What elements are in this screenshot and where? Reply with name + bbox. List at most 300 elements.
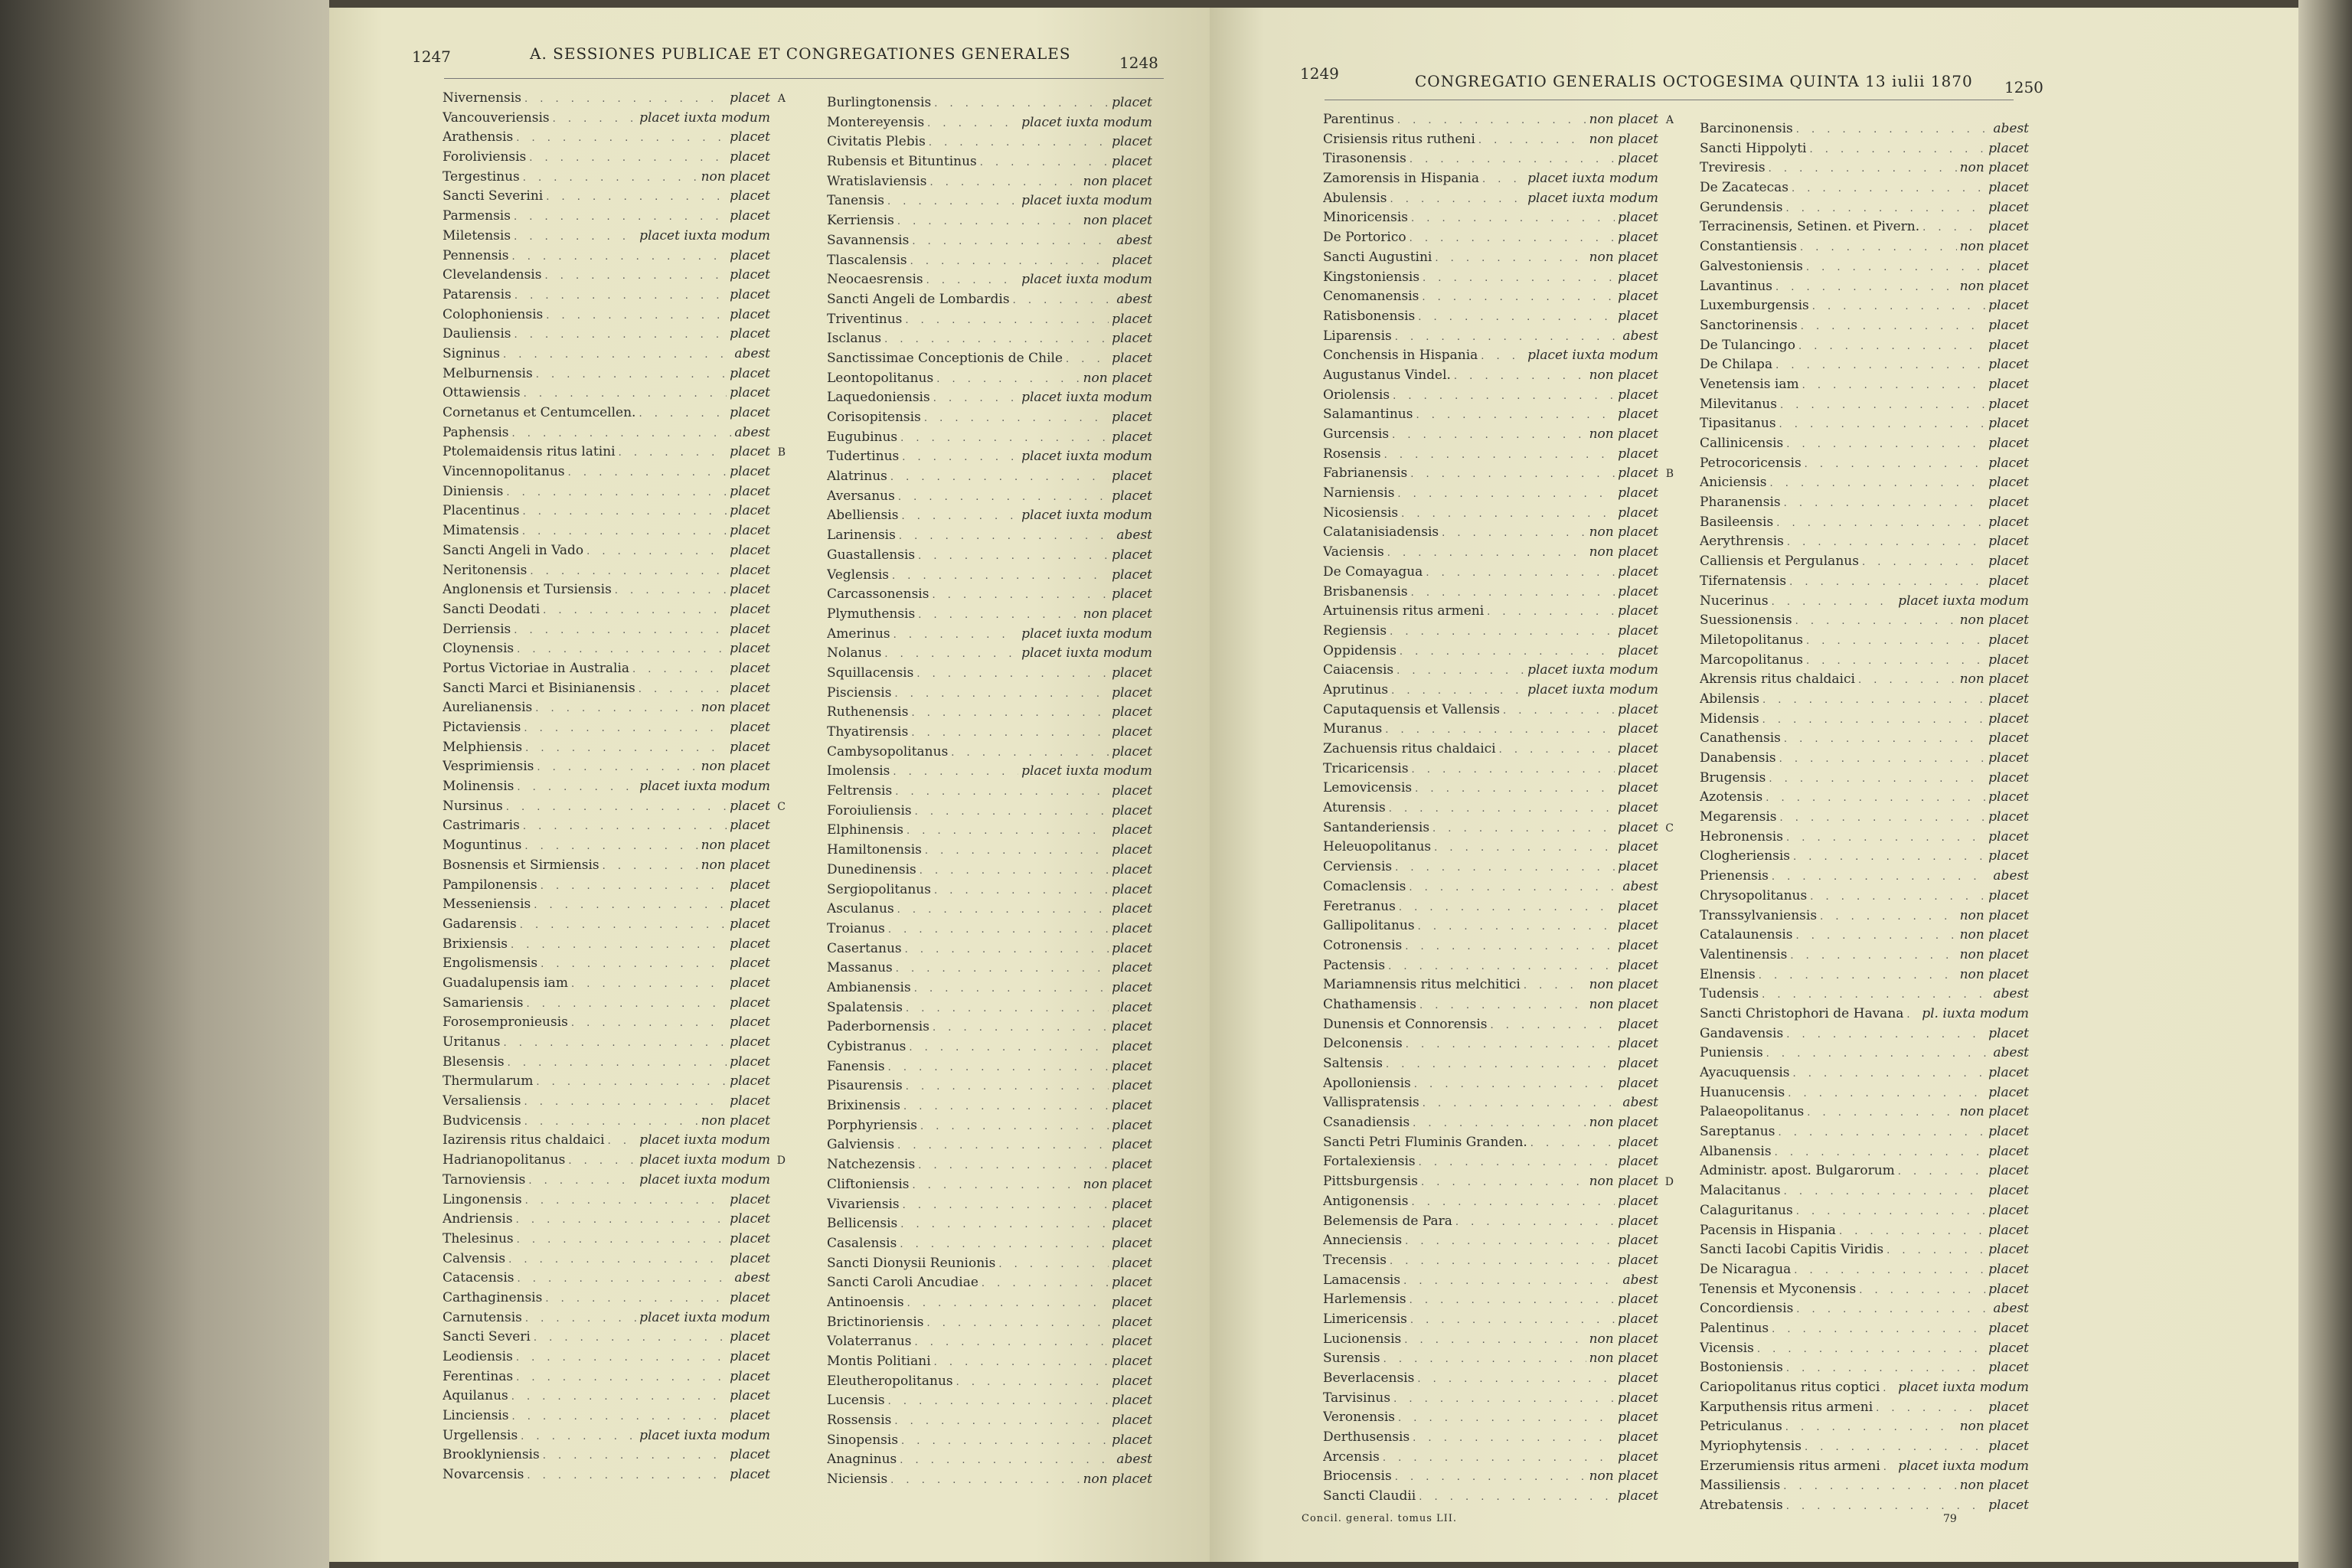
diocese-name: Larinensis bbox=[827, 528, 896, 544]
list-item bbox=[827, 1313, 1168, 1333]
dot-leader bbox=[1416, 406, 1615, 425]
list-item bbox=[827, 1234, 1168, 1254]
diocese-name: Basileensis bbox=[1700, 514, 1774, 530]
dot-leader bbox=[1795, 926, 1956, 946]
dot-leader bbox=[906, 1077, 1109, 1096]
diocese-name: Laquedoniensis bbox=[827, 390, 930, 406]
list-item bbox=[443, 1446, 786, 1465]
dot-leader bbox=[890, 468, 1109, 487]
vote: placet bbox=[1618, 269, 1658, 285]
dot-leader bbox=[632, 660, 727, 679]
vote: non placet bbox=[1083, 606, 1152, 622]
list-item bbox=[827, 1391, 1168, 1411]
list-item bbox=[443, 659, 786, 679]
dot-leader bbox=[536, 1073, 727, 1092]
vote: placet bbox=[1618, 898, 1658, 914]
diocese-name: Gandavensis bbox=[1700, 1025, 1784, 1041]
dot-leader bbox=[884, 330, 1109, 349]
diocese-name: Cloynensis bbox=[443, 641, 514, 657]
dot-leader bbox=[571, 975, 727, 994]
diocese-name: Rossensis bbox=[827, 1413, 892, 1429]
list-item bbox=[1700, 611, 2044, 631]
dot-leader bbox=[543, 1446, 727, 1465]
list-item bbox=[827, 172, 1168, 192]
vote: placet iuxta modum bbox=[1021, 390, 1152, 406]
vote: placet bbox=[1988, 1360, 2029, 1376]
list-item bbox=[827, 1096, 1168, 1116]
vote: non placet bbox=[1589, 131, 1658, 147]
dot-leader bbox=[905, 940, 1109, 959]
diocese-name: Asculanus bbox=[827, 901, 894, 917]
diocese-name: Pisciensis bbox=[827, 684, 892, 701]
margin-letter: A bbox=[1665, 114, 1674, 126]
diocese-name: Mariamnensis ritus melchitici bbox=[1323, 977, 1521, 993]
diocese-name: Caiacensis bbox=[1323, 662, 1394, 678]
list-item bbox=[1323, 642, 1674, 662]
diocese-name: Marcopolitanus bbox=[1700, 652, 1804, 668]
margin-letter: B bbox=[777, 446, 786, 459]
diocese-name: Sancti Christophori de Havana bbox=[1700, 1005, 1904, 1021]
diocese-name: Plymuthensis bbox=[827, 606, 916, 622]
vote: placet bbox=[1618, 1075, 1658, 1091]
diocese-name: Nursinus bbox=[443, 798, 503, 814]
dot-leader bbox=[1806, 652, 1985, 671]
dot-leader bbox=[1806, 258, 1985, 277]
diocese-name: Uritanus bbox=[443, 1034, 501, 1050]
vote: non placet bbox=[1959, 1478, 2029, 1494]
vote: placet bbox=[1988, 1222, 2029, 1238]
dot-leader bbox=[933, 1018, 1109, 1037]
vote: placet iuxta modum bbox=[1021, 193, 1152, 209]
diocese-name: Diniensis bbox=[443, 483, 504, 499]
diocese-name: De Zacatecas bbox=[1700, 180, 1788, 196]
vote: placet bbox=[1988, 357, 2029, 373]
dot-leader bbox=[514, 207, 727, 227]
list-item bbox=[827, 821, 1168, 841]
list-item bbox=[1700, 277, 2044, 297]
diocese-name: Vicensis bbox=[1700, 1340, 1754, 1356]
list-item bbox=[1700, 355, 2044, 375]
diocese-name: Carcassonensis bbox=[827, 586, 929, 603]
vote: placet bbox=[1988, 317, 2029, 333]
list-item bbox=[1700, 808, 2044, 828]
list-item bbox=[443, 816, 786, 836]
vote: placet bbox=[1988, 376, 2029, 392]
list-item bbox=[1323, 622, 1674, 642]
vote: placet bbox=[1112, 881, 1152, 897]
dot-leader bbox=[1423, 269, 1615, 288]
dot-leader bbox=[511, 936, 727, 955]
diocese-name: Clogheriensis bbox=[1700, 848, 1791, 864]
diocese-name: Sancti Angeli de Lombardis bbox=[827, 291, 1010, 307]
vote: placet iuxta modum bbox=[1527, 681, 1658, 697]
dot-leader bbox=[933, 389, 1018, 408]
vote: placet bbox=[730, 660, 770, 676]
list-item bbox=[1323, 779, 1674, 799]
list-item bbox=[827, 467, 1168, 487]
list-item bbox=[1323, 386, 1674, 406]
diocese-name: Santanderiensis bbox=[1323, 819, 1430, 835]
diocese-name: Ferentinas bbox=[443, 1368, 514, 1384]
dot-leader bbox=[1788, 1084, 1985, 1103]
dot-leader bbox=[1762, 691, 1985, 710]
vote: placet bbox=[730, 877, 770, 893]
vote: placet bbox=[1618, 485, 1658, 501]
list-item bbox=[1700, 1044, 2044, 1063]
diocese-name: Nicosiensis bbox=[1323, 505, 1399, 521]
list-item bbox=[827, 1411, 1168, 1431]
list-item bbox=[1700, 158, 2044, 178]
list-item bbox=[1700, 1142, 2044, 1162]
diocese-name: Paphensis bbox=[443, 424, 509, 440]
list-item bbox=[1323, 1251, 1674, 1271]
dot-leader bbox=[503, 345, 731, 364]
vote: placet bbox=[1618, 1056, 1658, 1071]
dot-leader bbox=[901, 1432, 1109, 1451]
diocese-name: Terracinensis, Setinen. et Pivern. bbox=[1700, 219, 1920, 235]
list-item bbox=[443, 168, 786, 188]
diocese-name: Pictaviensis bbox=[443, 720, 521, 735]
list-item bbox=[443, 1289, 786, 1308]
list-item bbox=[827, 251, 1168, 271]
vote: placet bbox=[1988, 750, 2029, 766]
dot-leader bbox=[1384, 446, 1615, 465]
list-item bbox=[827, 506, 1168, 526]
list-item bbox=[827, 388, 1168, 408]
vote: placet bbox=[730, 562, 770, 578]
signature-number: 79 bbox=[1943, 1513, 1957, 1525]
folio-1250: 1250 bbox=[2004, 78, 2043, 96]
dot-leader bbox=[903, 1196, 1109, 1215]
vote: abest bbox=[1993, 121, 2029, 136]
dot-leader bbox=[900, 1235, 1109, 1254]
vote: placet bbox=[1988, 1025, 2029, 1041]
dot-leader bbox=[522, 502, 727, 521]
list-item bbox=[443, 698, 786, 718]
dot-leader bbox=[906, 999, 1109, 1018]
diocese-name: Sancti Iacobi Capitis Viridis bbox=[1700, 1242, 1884, 1258]
diocese-name: Tenensis et Myconensis bbox=[1700, 1281, 1857, 1297]
list-item bbox=[1323, 661, 1674, 681]
dot-leader bbox=[1794, 1261, 1985, 1280]
list-item bbox=[827, 1332, 1168, 1352]
dot-leader bbox=[1503, 701, 1615, 720]
vote: placet iuxta modum bbox=[639, 1309, 770, 1325]
diocese-name: Dunedinensis bbox=[827, 861, 916, 877]
dot-leader bbox=[897, 900, 1109, 920]
vote: placet bbox=[1618, 800, 1658, 816]
vote: placet bbox=[1112, 1334, 1152, 1350]
vote: placet iuxta modum bbox=[1898, 593, 2029, 609]
list-item bbox=[1323, 701, 1674, 720]
dot-leader bbox=[1386, 1055, 1615, 1074]
list-item bbox=[827, 802, 1168, 822]
vote: placet bbox=[730, 1034, 770, 1050]
list-item bbox=[1700, 1378, 2044, 1398]
list-item bbox=[1323, 936, 1674, 956]
vote: placet bbox=[1988, 652, 2029, 668]
diocese-name: Brixinensis bbox=[827, 1098, 900, 1114]
vote: placet iuxta modum bbox=[639, 109, 770, 126]
dot-leader bbox=[543, 601, 727, 620]
dot-leader bbox=[896, 959, 1109, 978]
vote: placet bbox=[1988, 199, 2029, 215]
diocese-name: Gallipolitanus bbox=[1323, 918, 1415, 934]
list-item bbox=[443, 600, 786, 620]
diocese-name: Chrysopolitanus bbox=[1700, 887, 1808, 903]
list-item bbox=[443, 895, 786, 915]
diocese-name: De Tulancingo bbox=[1700, 337, 1795, 353]
list-item bbox=[827, 1273, 1168, 1293]
list-item bbox=[1700, 1063, 2044, 1083]
diocese-name: Briocensis bbox=[1323, 1468, 1392, 1485]
list-item bbox=[1323, 681, 1674, 701]
list-item bbox=[827, 1254, 1168, 1274]
dot-leader bbox=[1796, 1202, 1985, 1221]
list-item bbox=[1323, 858, 1674, 877]
list-item bbox=[443, 423, 786, 443]
diocese-name: Puniensis bbox=[1700, 1045, 1763, 1061]
list-item bbox=[1700, 178, 2044, 198]
diocese-name: Signinus bbox=[443, 345, 500, 361]
vote: placet bbox=[730, 739, 770, 755]
vote: placet bbox=[730, 365, 770, 381]
list-item bbox=[827, 1352, 1168, 1372]
diocese-name: Sancti Augustini bbox=[1323, 249, 1432, 265]
list-item bbox=[1323, 1133, 1674, 1153]
diocese-name: Elphinensis bbox=[827, 822, 903, 838]
list-item bbox=[1323, 602, 1674, 622]
list-item bbox=[443, 580, 786, 600]
list-item bbox=[1700, 788, 2044, 808]
list-item bbox=[443, 384, 786, 403]
list-item bbox=[443, 738, 786, 758]
dot-leader bbox=[1786, 828, 1985, 848]
diocese-name: Vivariensis bbox=[827, 1196, 900, 1212]
list-item bbox=[1323, 287, 1674, 307]
vote: placet iuxta modum bbox=[1527, 171, 1658, 187]
diocese-name: Sancti Hippolyti bbox=[1700, 140, 1807, 156]
dot-leader bbox=[1397, 485, 1615, 504]
diocese-name: Fanensis bbox=[827, 1058, 885, 1074]
list-item bbox=[1323, 1074, 1674, 1094]
dot-leader bbox=[503, 1034, 727, 1053]
dot-leader bbox=[508, 1250, 727, 1269]
vote: placet bbox=[1112, 1294, 1152, 1310]
list-item bbox=[1700, 867, 2044, 887]
dot-leader bbox=[1780, 396, 1985, 415]
list-item bbox=[443, 1406, 786, 1426]
list-item bbox=[827, 132, 1168, 152]
dot-leader bbox=[1757, 1340, 1985, 1359]
vote: placet bbox=[1618, 721, 1658, 737]
list-item bbox=[443, 325, 786, 345]
vote: placet bbox=[730, 306, 770, 322]
list-item bbox=[1700, 434, 2044, 454]
diocese-name: Valentinensis bbox=[1700, 946, 1788, 962]
list-item bbox=[443, 1348, 786, 1367]
diocese-name: Csanadiensis bbox=[1323, 1115, 1410, 1131]
diocese-name: Andriensis bbox=[443, 1211, 513, 1227]
dot-leader bbox=[517, 778, 636, 797]
list-item bbox=[443, 954, 786, 974]
dot-leader bbox=[888, 1058, 1109, 1077]
dot-leader bbox=[506, 483, 727, 502]
dot-leader bbox=[1396, 662, 1524, 681]
diocese-name: Petriculanus bbox=[1700, 1419, 1782, 1435]
diocese-name: Kerriensis bbox=[827, 213, 894, 229]
vote: placet bbox=[730, 956, 770, 972]
list-item bbox=[1700, 237, 2044, 257]
dot-leader bbox=[1876, 1399, 1985, 1418]
dot-leader bbox=[608, 1132, 636, 1151]
vote: placet bbox=[1618, 642, 1658, 658]
vote: placet bbox=[1112, 940, 1152, 956]
dot-leader bbox=[524, 1112, 698, 1132]
diocese-name: Aniciensis bbox=[1700, 475, 1767, 491]
list-item bbox=[1700, 1437, 2044, 1457]
list-item bbox=[1700, 375, 2044, 395]
dot-leader bbox=[514, 621, 727, 640]
vote: placet bbox=[1112, 1235, 1152, 1251]
dot-leader bbox=[1410, 229, 1615, 248]
diocese-name: Sareptanus bbox=[1700, 1124, 1775, 1140]
page-stack-left bbox=[0, 0, 329, 1568]
diocese-name: Engolismensis bbox=[443, 956, 538, 972]
vote: abest bbox=[734, 345, 770, 361]
column-3 bbox=[1323, 110, 1674, 1507]
list-item bbox=[827, 270, 1168, 290]
column-1 bbox=[443, 89, 786, 1485]
dot-leader bbox=[1410, 465, 1615, 484]
diocese-name: Calaguritanus bbox=[1700, 1202, 1793, 1218]
dot-leader bbox=[1066, 350, 1109, 369]
dot-leader bbox=[1405, 1232, 1615, 1251]
dot-leader bbox=[639, 680, 727, 699]
vote: placet bbox=[730, 1329, 770, 1345]
dot-leader bbox=[1410, 150, 1615, 169]
vote: non placet bbox=[1589, 1115, 1658, 1131]
vote: placet iuxta modum bbox=[1021, 763, 1152, 779]
diocese-name: Foroliviensis bbox=[443, 149, 527, 165]
dot-leader bbox=[1391, 681, 1524, 701]
vote: placet bbox=[1618, 1213, 1658, 1229]
diocese-name: Anglonensis et Tursiensis bbox=[443, 582, 612, 598]
dot-leader bbox=[1406, 1035, 1615, 1054]
list-item bbox=[1700, 985, 2044, 1004]
dot-leader bbox=[914, 1333, 1109, 1352]
dot-leader bbox=[1801, 317, 1985, 336]
vote: non placet bbox=[1589, 1351, 1658, 1367]
diocese-name: Abelliensis bbox=[827, 508, 899, 524]
diocese-name: Eleutheropolitanus bbox=[827, 1373, 953, 1389]
dot-leader bbox=[1792, 179, 1985, 198]
diocese-name: Sancti Dionysii Reunionis bbox=[827, 1255, 996, 1271]
vote: placet bbox=[1988, 1439, 2029, 1455]
dot-leader bbox=[534, 1328, 727, 1348]
diocese-name: Calvensis bbox=[443, 1250, 506, 1266]
diocese-name: Parmensis bbox=[443, 208, 511, 224]
vote: placet bbox=[730, 582, 770, 598]
vote: placet bbox=[1618, 289, 1658, 305]
diocese-name: Palentinus bbox=[1700, 1320, 1769, 1336]
list-item bbox=[827, 1076, 1168, 1096]
list-item bbox=[1323, 1369, 1674, 1389]
list-item bbox=[1700, 1004, 2044, 1024]
list-item bbox=[1700, 1496, 2044, 1516]
vote: placet bbox=[730, 483, 770, 499]
diocese-name: Gerundensis bbox=[1700, 199, 1783, 215]
vote: placet bbox=[1618, 1370, 1658, 1386]
list-item bbox=[1323, 307, 1674, 327]
list-item bbox=[1323, 975, 1674, 995]
vote: placet bbox=[730, 247, 770, 263]
diocese-name: Tarvisinus bbox=[1323, 1390, 1391, 1406]
dot-leader bbox=[897, 212, 1080, 231]
diocese-name: Sinopensis bbox=[827, 1432, 899, 1448]
dot-leader bbox=[516, 1368, 727, 1387]
dot-leader bbox=[1454, 367, 1586, 386]
diocese-name: Mimatensis bbox=[443, 523, 519, 539]
vote: abest bbox=[1622, 1272, 1658, 1288]
vote: non placet bbox=[1589, 367, 1658, 383]
list-item bbox=[1323, 760, 1674, 779]
list-item bbox=[443, 462, 786, 482]
diocese-name: Portus Victoriae in Australia bbox=[443, 660, 630, 676]
list-item bbox=[827, 782, 1168, 802]
diocese-name: Ratisbonensis bbox=[1323, 308, 1416, 324]
list-item bbox=[1323, 1428, 1674, 1448]
margin-letter: D bbox=[1664, 1176, 1674, 1189]
vote: placet bbox=[1112, 960, 1152, 976]
vote: placet iuxta modum bbox=[639, 779, 770, 795]
diocese-name: Veronensis bbox=[1323, 1410, 1395, 1426]
dot-leader bbox=[1421, 1173, 1586, 1192]
list-item bbox=[1700, 513, 2044, 533]
vote: non placet bbox=[1959, 946, 2029, 962]
diocese-name: Vincennopolitanus bbox=[443, 464, 565, 480]
vote: placet iuxta modum bbox=[639, 227, 770, 243]
vote: non placet bbox=[1083, 1472, 1152, 1488]
diocese-name: Urgellensis bbox=[443, 1427, 518, 1443]
dot-leader bbox=[506, 798, 727, 817]
vote: abest bbox=[1993, 1301, 2029, 1317]
diocese-name: Catalaunensis bbox=[1700, 927, 1793, 943]
list-item bbox=[443, 1013, 786, 1033]
list-item bbox=[443, 1112, 786, 1132]
vote: placet bbox=[730, 542, 770, 558]
list-item bbox=[443, 876, 786, 896]
list-item bbox=[1700, 257, 2044, 277]
vote: placet bbox=[1988, 573, 2029, 589]
vote: placet bbox=[1988, 475, 2029, 491]
list-item bbox=[1323, 248, 1674, 268]
list-item bbox=[1700, 965, 2044, 985]
list-item bbox=[1323, 799, 1674, 818]
list-item bbox=[1323, 228, 1674, 248]
diocese-name: Ambianensis bbox=[827, 979, 911, 995]
dot-leader bbox=[951, 743, 1109, 763]
vote: placet bbox=[1112, 1373, 1152, 1389]
list-item bbox=[1323, 1330, 1674, 1350]
dot-leader bbox=[911, 704, 1109, 723]
vote: placet bbox=[1618, 387, 1658, 403]
vote: placet bbox=[1112, 1432, 1152, 1448]
diocese-name: Galvestoniensis bbox=[1700, 258, 1803, 274]
dot-leader bbox=[1442, 524, 1586, 543]
diocese-name: Hadrianopolitanus bbox=[443, 1152, 566, 1168]
diocese-name: De Portorico bbox=[1323, 230, 1406, 246]
